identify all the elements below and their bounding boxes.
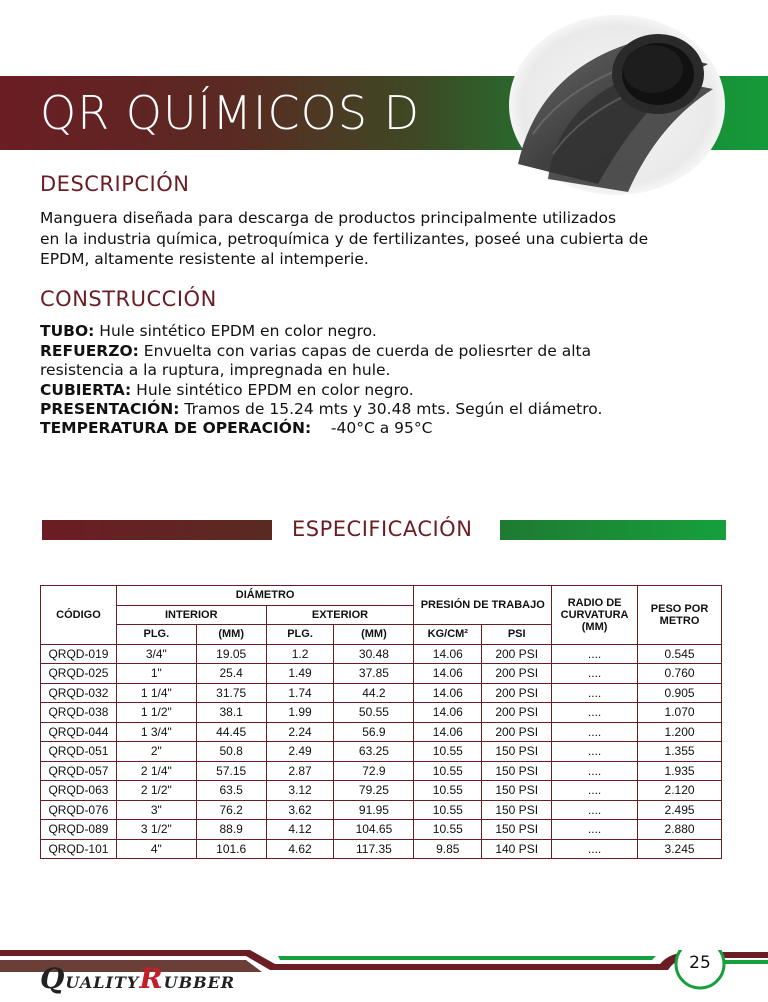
cell-peso: 0.905	[638, 683, 722, 703]
cell-interior-mm: 50.8	[196, 742, 266, 762]
presentacion-line	[40, 400, 740, 420]
cell-exterior-plg: 4.62	[266, 839, 334, 859]
presentacion-label: PRESENTACIÓN:	[40, 400, 180, 418]
cell-interior-plg: 3"	[116, 800, 196, 820]
cell-radio: ....	[552, 761, 638, 781]
cell-exterior-mm: 79.25	[334, 781, 414, 801]
description-line: en la industria química, petroquímica y de fertilizantes, poseé una cubierta de	[40, 229, 649, 248]
hose-photo	[508, 14, 726, 196]
temperatura-label: TEMPERATURA DE OPERACIÓN:	[40, 418, 312, 437]
cell-radio: ....	[552, 664, 638, 684]
cell-peso: 1.355	[638, 742, 722, 762]
cell-psi: 150 PSI	[482, 781, 552, 801]
cell-radio: ....	[552, 644, 638, 664]
cell-radio: ....	[552, 722, 638, 742]
cell-kg: 10.55	[414, 742, 482, 762]
header-codigo: CÓDIGO	[41, 586, 117, 645]
table-row	[41, 722, 722, 742]
table-row	[41, 839, 722, 859]
cubierta-label: CUBIERTA:	[40, 380, 132, 399]
cell-interior-plg: 3 1/2"	[116, 820, 196, 840]
refuerzo-text: Envuelta con varias capas de cuerda de poliesrter de alta	[143, 341, 592, 360]
cell-exterior-mm: 91.95	[334, 800, 414, 820]
cell-interior-plg: 1 1/4"	[116, 683, 196, 703]
temperatura-text: -40°C a 95°C	[330, 418, 433, 437]
tubo-line	[40, 322, 740, 342]
table-row	[41, 781, 722, 801]
cell-exterior-mm: 117.35	[334, 839, 414, 859]
cell-interior-plg: 1 3/4"	[116, 722, 196, 742]
cell-radio: ....	[552, 820, 638, 840]
table-row	[41, 820, 722, 840]
cell-exterior-plg: 3.12	[266, 781, 334, 801]
specification-heading: ESPECIFICACIÓN	[292, 517, 473, 541]
description-heading: DESCRIPCIÓN	[40, 172, 190, 196]
logo-q: Q	[40, 962, 66, 995]
cell-radio: ....	[552, 742, 638, 762]
cubierta-text: Hule sintético EPDM en color negro.	[136, 380, 414, 399]
cell-codigo: QRQD-044	[41, 722, 117, 742]
cell-psi: 150 PSI	[482, 742, 552, 762]
header-diametro: DIÁMETRO	[116, 586, 413, 606]
specification-table	[40, 585, 722, 859]
cell-radio: ....	[552, 703, 638, 723]
cell-peso: 2.120	[638, 781, 722, 801]
header-kg: KG/CM²	[414, 625, 482, 645]
table-row	[41, 644, 722, 664]
table-row	[41, 742, 722, 762]
cell-peso: 1.070	[638, 703, 722, 723]
table-row	[41, 800, 722, 820]
cell-interior-plg: 1"	[116, 664, 196, 684]
temperatura-line	[40, 420, 740, 436]
construction-details	[40, 322, 740, 436]
cell-exterior-plg: 2.87	[266, 761, 334, 781]
header-radio-2: CURVATURA	[560, 608, 629, 621]
cell-exterior-mm: 63.25	[334, 742, 414, 762]
cell-radio: ....	[552, 839, 638, 859]
cell-exterior-plg: 2.24	[266, 722, 334, 742]
cell-codigo: QRQD-032	[41, 683, 117, 703]
logo-r: R	[139, 962, 164, 995]
cell-peso: 2.880	[638, 820, 722, 840]
cell-codigo: QRQD-063	[41, 781, 117, 801]
tubo-text: Hule sintético EPDM en color negro.	[99, 322, 377, 340]
cell-interior-plg: 3/4"	[116, 644, 196, 664]
cell-exterior-mm: 104.65	[334, 820, 414, 840]
header-peso-2: METRO	[659, 614, 700, 627]
cell-kg: 14.06	[414, 722, 482, 742]
cell-peso: 0.760	[638, 664, 722, 684]
cell-codigo: QRQD-057	[41, 761, 117, 781]
header-peso-1: PESO POR	[650, 602, 709, 615]
cell-radio: ....	[552, 683, 638, 703]
header-exterior-mm: (MM)	[334, 625, 414, 645]
cell-exterior-plg: 1.99	[266, 703, 334, 723]
cell-exterior-plg: 4.12	[266, 820, 334, 840]
description-text	[40, 208, 730, 270]
cell-interior-mm: 101.6	[196, 839, 266, 859]
header-exterior-plg: PLG.	[266, 625, 334, 645]
cell-interior-plg: 2 1/2"	[116, 781, 196, 801]
refuerzo-label: REFUERZO:	[40, 341, 139, 360]
header-peso	[638, 586, 722, 645]
table-row	[41, 683, 722, 703]
cell-psi: 140 PSI	[482, 839, 552, 859]
cell-peso: 0.545	[638, 644, 722, 664]
cell-psi: 150 PSI	[482, 800, 552, 820]
header-radio-3: (MM)	[581, 620, 608, 633]
header-interior-plg: PLG.	[116, 625, 196, 645]
page-number: 25	[689, 953, 711, 973]
cell-interior-plg: 4"	[116, 839, 196, 859]
presentacion-text: Tramos de 15.24 mts y 30.48 mts. Según el diámetro.	[184, 400, 603, 418]
specification-table-body	[41, 644, 722, 859]
cell-kg: 14.06	[414, 644, 482, 664]
cell-exterior-plg: 1.74	[266, 683, 334, 703]
cell-radio: ....	[552, 800, 638, 820]
cell-interior-plg: 2"	[116, 742, 196, 762]
cell-interior-mm: 76.2	[196, 800, 266, 820]
cell-codigo: QRQD-025	[41, 664, 117, 684]
logo-ubber: UBBER	[163, 973, 236, 992]
cell-kg: 14.06	[414, 664, 482, 684]
cell-interior-mm: 57.15	[196, 761, 266, 781]
spec-bar-left	[42, 520, 272, 540]
cell-interior-mm: 19.05	[196, 644, 266, 664]
header-radio-1: RADIO DE	[567, 596, 622, 609]
table-row	[41, 761, 722, 781]
page-title: QR QUÍMICOS D	[40, 86, 421, 140]
cell-interior-mm: 44.45	[196, 722, 266, 742]
header-radio	[552, 586, 638, 645]
header-exterior: EXTERIOR	[266, 605, 414, 625]
cell-kg: 10.55	[414, 761, 482, 781]
quality-rubber-logo	[40, 962, 235, 995]
cell-kg: 10.55	[414, 820, 482, 840]
cell-interior-plg: 2 1/4"	[116, 761, 196, 781]
cell-peso: 1.200	[638, 722, 722, 742]
cubierta-line	[40, 381, 740, 401]
cell-kg: 14.06	[414, 683, 482, 703]
cell-exterior-mm: 44.2	[334, 683, 414, 703]
cell-interior-mm: 38.1	[196, 703, 266, 723]
table-row	[41, 664, 722, 684]
cell-kg: 10.55	[414, 781, 482, 801]
description-line: Manguera diseñada para descarga de productos principalmente utilizados	[40, 209, 617, 227]
cell-interior-mm: 25.4	[196, 664, 266, 684]
cell-exterior-mm: 50.55	[334, 703, 414, 723]
cell-psi: 150 PSI	[482, 761, 552, 781]
header-presion: PRESIÓN DE TRABAJO	[414, 586, 552, 625]
cell-peso: 2.495	[638, 800, 722, 820]
cell-interior-mm: 31.75	[196, 683, 266, 703]
logo-uality: UALITY	[65, 973, 140, 992]
header-psi: PSI	[482, 625, 552, 645]
cell-radio: ....	[552, 781, 638, 801]
cell-interior-mm: 88.9	[196, 820, 266, 840]
cell-exterior-mm: 56.9	[334, 722, 414, 742]
cell-interior-mm: 63.5	[196, 781, 266, 801]
refuerzo-line	[40, 342, 740, 362]
cell-kg: 9.85	[414, 839, 482, 859]
spec-bar-right	[500, 520, 726, 540]
cell-codigo: QRQD-051	[41, 742, 117, 762]
header-interior: INTERIOR	[116, 605, 266, 625]
cell-psi: 150 PSI	[482, 820, 552, 840]
cell-kg: 10.55	[414, 800, 482, 820]
cell-psi: 200 PSI	[482, 703, 552, 723]
cell-psi: 200 PSI	[482, 722, 552, 742]
cell-kg: 14.06	[414, 703, 482, 723]
cell-peso: 3.245	[638, 839, 722, 859]
cell-exterior-mm: 72.9	[334, 761, 414, 781]
cell-exterior-plg: 3.62	[266, 800, 334, 820]
cell-codigo: QRQD-038	[41, 703, 117, 723]
cell-psi: 200 PSI	[482, 644, 552, 664]
cell-psi: 200 PSI	[482, 683, 552, 703]
cell-interior-plg: 1 1/2"	[116, 703, 196, 723]
table-row	[41, 703, 722, 723]
header-interior-mm: (MM)	[196, 625, 266, 645]
cell-codigo: QRQD-101	[41, 839, 117, 859]
cell-peso: 1.935	[638, 761, 722, 781]
cell-exterior-mm: 30.48	[334, 644, 414, 664]
cell-exterior-plg: 1.49	[266, 664, 334, 684]
refuerzo-line-2: resistencia a la ruptura, impregnada en hule.	[40, 361, 391, 379]
cell-codigo: QRQD-076	[41, 800, 117, 820]
cell-codigo: QRQD-019	[41, 644, 117, 664]
tubo-label: TUBO:	[40, 322, 95, 340]
cell-codigo: QRQD-089	[41, 820, 117, 840]
cell-psi: 200 PSI	[482, 664, 552, 684]
cell-exterior-plg: 2.49	[266, 742, 334, 762]
construction-heading: CONSTRUCCIÓN	[40, 287, 217, 311]
cell-exterior-mm: 37.85	[334, 664, 414, 684]
description-line: EPDM, altamente resistente al intemperie.	[40, 250, 369, 268]
cell-exterior-plg: 1.2	[266, 644, 334, 664]
